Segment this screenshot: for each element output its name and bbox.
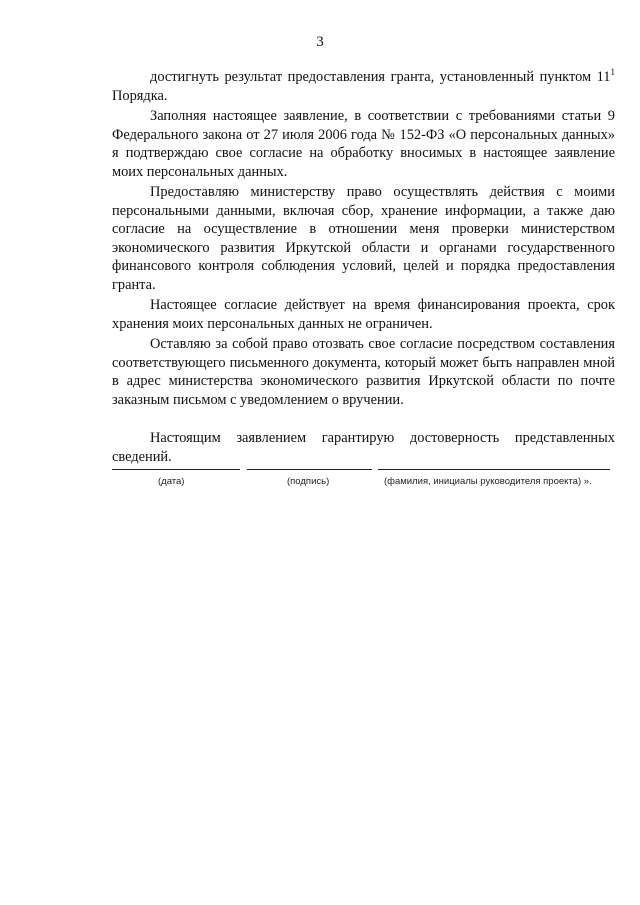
document-body bbox=[112, 68, 615, 468]
paragraph-personal-data-consent: Заполняя настоящее заявление, в соответствии с требованиями статьи 9 Федерального закона от 27 июля 2006 года № 152-ФЗ «О персональных данных» я подтверждаю свое согласие на обработку вносимых в настоящее заявление моих персональных данных. bbox=[112, 108, 615, 180]
date-line bbox=[112, 469, 240, 470]
paragraph-consent-term: Настоящее согласие действует на время финансирования проекта, срок хранения моих персональных данных не ограничен. bbox=[112, 297, 615, 332]
paragraph-grant-result-text: достигнуть результат предоставления гранта, установленный пунктом 11 bbox=[150, 69, 611, 85]
signature-caption: (подпись) bbox=[287, 476, 330, 487]
footnote-superscript: 1 bbox=[610, 67, 615, 78]
paragraph-processing-rights: Предоставляю министерству право осуществлять действия с моими персональными данными, включая сбор, хранение информации, а также даю согласие на осуществление в отношении меня проверки министерством экономического развития Иркутской области и органами государственного финансового контроля соблюдения условий, целей и порядка предоставления гранта. bbox=[112, 184, 615, 293]
date-caption: (дата) bbox=[158, 476, 185, 487]
name-line bbox=[378, 469, 610, 470]
paragraph-grant-result-end: Порядка. bbox=[112, 87, 168, 104]
signature-block bbox=[112, 461, 612, 501]
paragraph-guarantee: Настоящим заявлением гарантирую достоверность представленных сведений. bbox=[112, 430, 615, 465]
name-caption: (фамилия, инициалы руководителя проекта) ». bbox=[384, 476, 592, 487]
signature-line bbox=[247, 469, 372, 470]
paragraph-grant-result bbox=[112, 68, 615, 105]
page-number: 3 bbox=[316, 34, 324, 50]
paragraph-withdrawal-right: Оставляю за собой право отозвать свое согласие посредством составления соответствующего письменного документа, который может быть направлен мной в адрес министерства экономического развития Иркутской области по почте заказным письмом с уведомлением о вручении. bbox=[112, 336, 615, 408]
